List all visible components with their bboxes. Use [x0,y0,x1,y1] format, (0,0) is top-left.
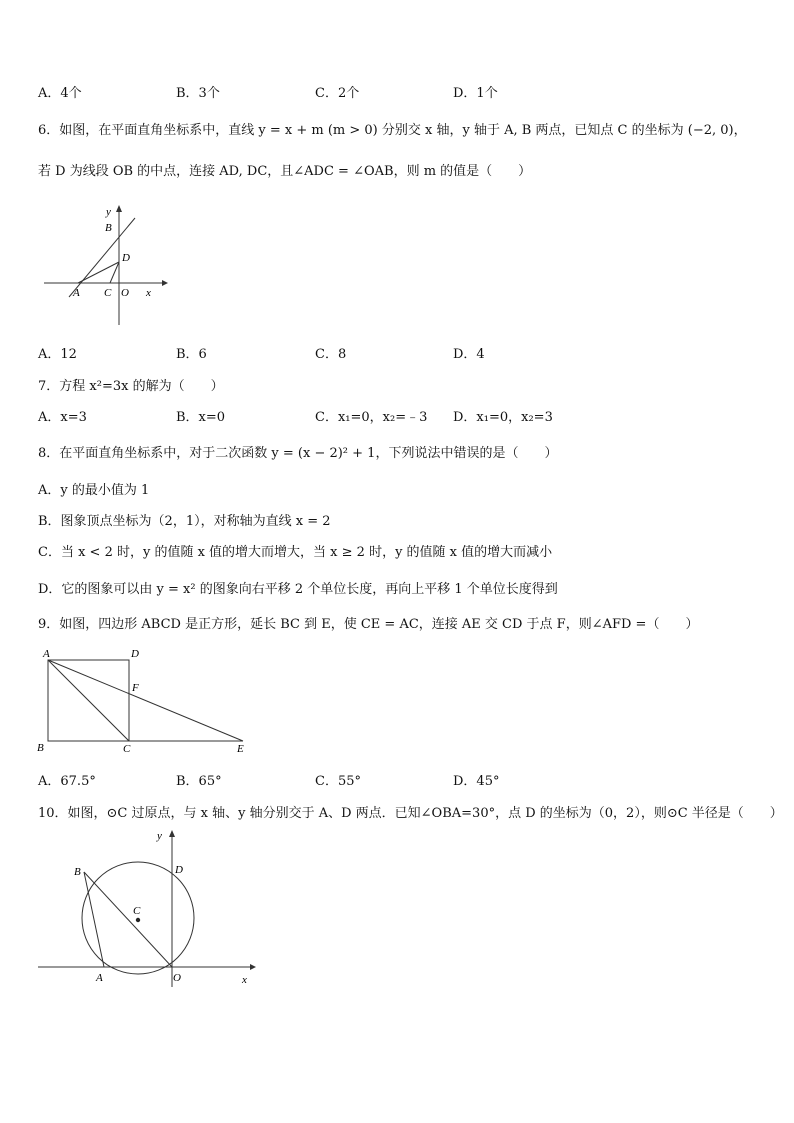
q6-label-y: y [106,206,111,218]
q7-stem: 7．方程 x²=3x 的解为（ ） [38,379,224,394]
q6-stem-line1: 6．如图，在平面直角坐标系中，直线 y = x + m (m > 0) 分别交 x 轴，y 轴于 A, B 两点，已知点 C 的坐标为 (−2, 0)， [38,123,747,138]
q9-option-d: D．45° [453,774,500,789]
q9-label-d: D [131,648,139,660]
q6-label-o: O [121,287,129,299]
q10-label-a: A [96,972,103,984]
q6-option-d: D．4 [453,347,485,362]
q9-label-c: C [123,743,131,755]
q10-label-b: B [74,866,81,878]
q5-option-c: C．2个 [315,86,360,101]
q10-label-d: D [175,864,183,876]
q7-option-d: D．x₁=0，x₂=3 [453,410,553,425]
q10-label-c: C [133,905,141,917]
q6-segment-ad [78,262,119,283]
q6-label-d: D [122,252,130,264]
q10-figure [36,825,261,990]
q8-option-d: D．它的图象可以由 y = x² 的图象向右平移 2 个单位长度，再向上平移 1 个单位长度得到 [38,582,558,597]
q6-label-a: A [73,287,80,299]
q6-option-c: C．8 [315,347,347,362]
q7-option-a: A．x=3 [38,410,87,425]
q6-stem-line2: 若 D 为线段 OB 的中点，连接 AD, DC，且∠ADC = ∠OAB，则 m 的值是（ ） [38,164,532,179]
q6-option-a: A．12 [38,347,77,362]
q9-option-c: C．55° [315,774,361,789]
q10-stem: 10．如图，⊙C 过原点，与 x 轴、y 轴分别交于 A、D 两点．已知∠OBA=30°，点 D 的坐标为（0，2），则⊙C 半径是（ ） [38,806,783,821]
q6-label-x: x [146,287,151,299]
q9-label-e: E [237,743,244,755]
q7-option-b: B．x=0 [176,410,226,425]
q9-label-a: A [43,648,50,660]
q10-center-point [136,918,140,922]
q8-stem: 8．在平面直角坐标系中，对于二次函数 y = (x − 2)² + 1，下列说法中错误的是（ ） [38,446,558,461]
q9-segment-ac [48,660,129,741]
q9-stem: 9．如图，四边形 ABCD 是正方形，延长 BC 到 E，使 CE = AC，连接 AE 交 CD 于点 F，则∠AFD =（ ） [38,617,699,632]
q10-label-o: O [173,972,181,984]
q6-label-b: B [105,222,112,234]
q7-option-c: C．x₁=0，x₂=﹣3 [315,410,428,425]
q8-option-b: B．图象顶点坐标为（2，1），对称轴为直线 x = 2 [38,514,331,529]
q5-option-d: D．1个 [453,86,498,101]
q8-option-c: C．当 x < 2 时，y 的值随 x 值的增大而增大，当 x ≥ 2 时，y 的值随 x 值的增大而减小 [38,545,553,560]
q6-label-c: C [104,287,112,299]
q9-option-a: A．67.5° [38,774,96,789]
q9-segment-ae [48,660,243,741]
q6-option-b: B．6 [176,347,207,362]
q6-figure [40,200,170,330]
q9-label-f: F [132,682,139,694]
q9-option-b: B．65° [176,774,222,789]
q9-label-b: B [37,742,44,754]
q9-figure [30,640,260,758]
q5-option-b: B．3个 [176,86,220,101]
q10-label-x: x [242,974,247,986]
q5-option-a: A．4个 [38,86,82,101]
q6-segment-cd [110,262,119,283]
q10-label-y: y [157,830,162,842]
q8-option-a: A．y 的最小值为 1 [38,483,150,498]
q10-segment-bo [84,872,172,967]
